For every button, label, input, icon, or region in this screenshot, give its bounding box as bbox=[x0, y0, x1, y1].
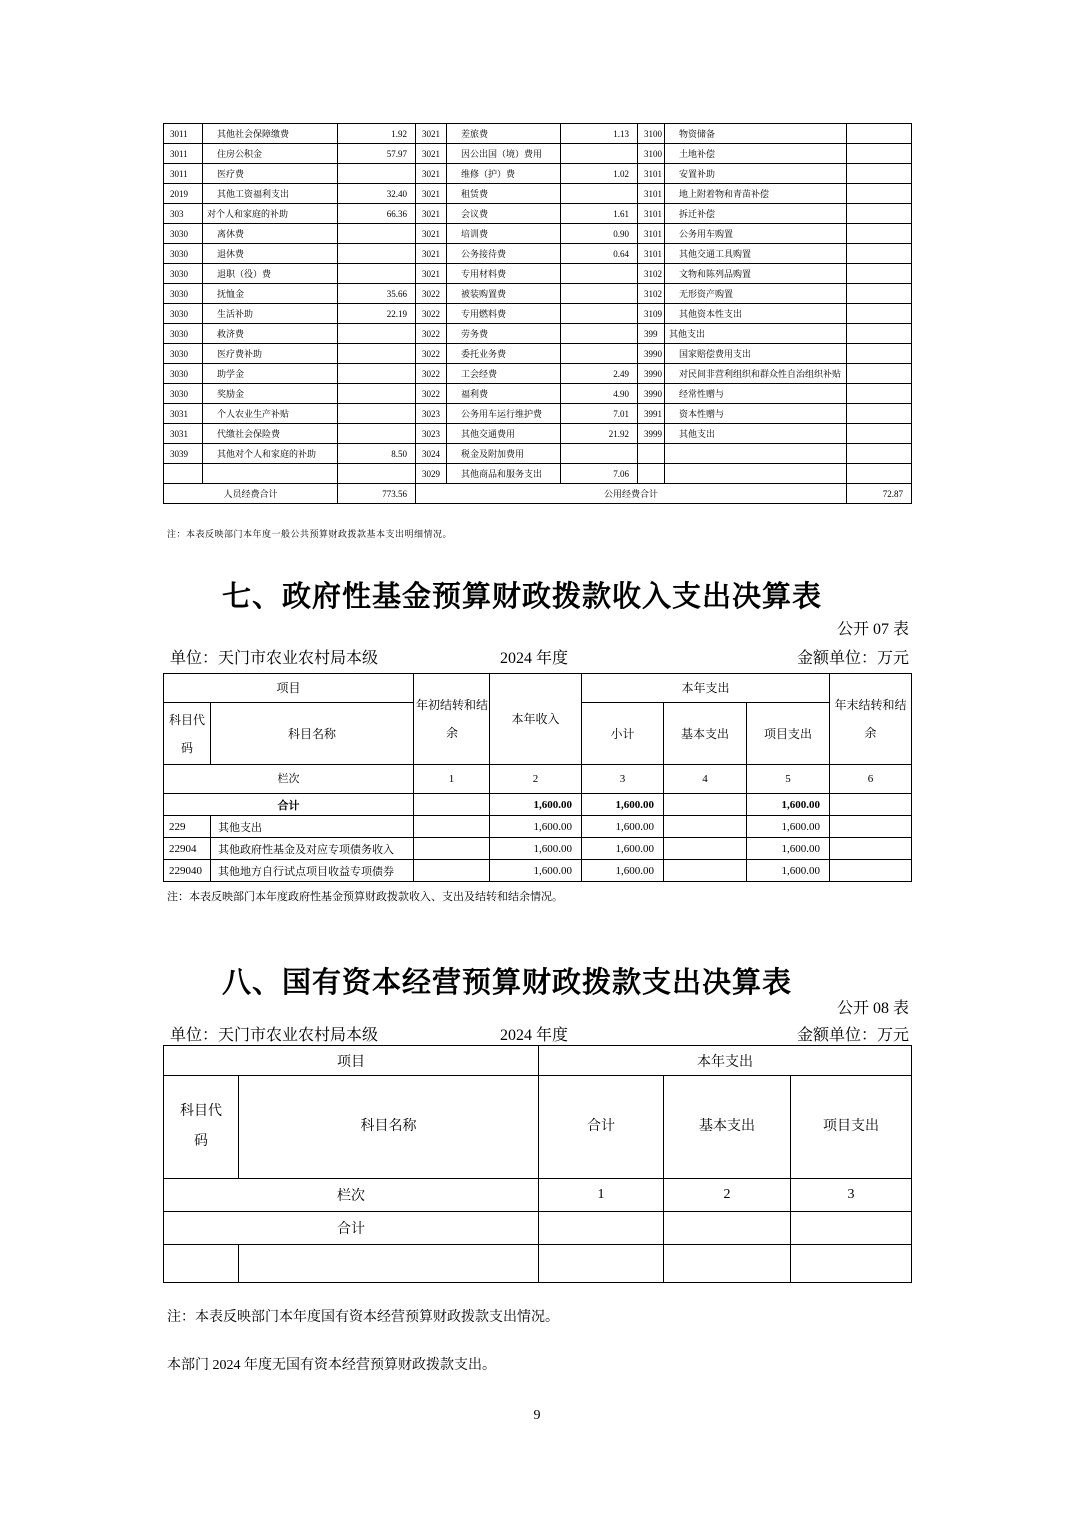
t7-lanci-2: 2 bbox=[490, 765, 582, 794]
t6-value-cell bbox=[561, 304, 638, 324]
t6-value-cell bbox=[847, 384, 912, 404]
t7-value-cell: 1,600.00 bbox=[582, 838, 664, 860]
t6-code-cell: 3101 bbox=[638, 224, 665, 244]
t7-value-cell: 1,600.00 bbox=[490, 794, 582, 816]
section7-unit: 单位：天门市农业农村局本级 bbox=[170, 650, 379, 667]
t6-value-cell bbox=[847, 144, 912, 164]
t7-header-basic-expenditure: 基本支出 bbox=[664, 703, 747, 765]
t6-name-cell: 奖励金 bbox=[203, 384, 338, 404]
t6-name-cell: 专用材料费 bbox=[447, 264, 561, 284]
t6-name-cell: 助学金 bbox=[203, 364, 338, 384]
section7-table-tag: 公开 07 表 bbox=[836, 621, 909, 638]
t6-name-cell: 委托业务费 bbox=[447, 344, 561, 364]
t6-value-cell: 0.64 bbox=[561, 244, 638, 264]
t6-name-cell: 资本性赠与 bbox=[665, 404, 847, 424]
t8-lanci-label: 栏次 bbox=[164, 1179, 539, 1212]
t6-name-cell: 个人农业生产补贴 bbox=[203, 404, 338, 424]
t6-value-cell: 7.01 bbox=[561, 404, 638, 424]
t6-code-cell: 3031 bbox=[164, 424, 203, 444]
t7-value-cell bbox=[664, 860, 747, 882]
t6-code-cell: 3030 bbox=[164, 284, 203, 304]
t7-value-cell bbox=[414, 860, 490, 882]
t8-empty-code-cell bbox=[164, 1245, 239, 1283]
t6-value-cell bbox=[561, 444, 638, 464]
t8-project-value bbox=[791, 1212, 912, 1245]
t6-value-cell bbox=[338, 384, 416, 404]
section8-title: 八、国有资本经营预算财政拨款支出决算表 bbox=[222, 967, 793, 999]
t7-name-cell: 其他支出 bbox=[211, 816, 414, 838]
t6-name-cell: 其他工资福利支出 bbox=[203, 184, 338, 204]
t6-name-cell: 代缴社会保险费 bbox=[203, 424, 338, 444]
t7-value-cell: 1,600.00 bbox=[490, 860, 582, 882]
t6-code-cell: 303 bbox=[164, 204, 203, 224]
t6-value-cell bbox=[561, 184, 638, 204]
t6-code-cell: 3021 bbox=[416, 124, 447, 144]
t6-code-cell: 3101 bbox=[638, 184, 665, 204]
t6-code-cell: 3999 bbox=[638, 424, 665, 444]
t6-value-cell: 57.97 bbox=[338, 144, 416, 164]
t7-value-cell bbox=[414, 838, 490, 860]
t6-code-cell: 3102 bbox=[638, 284, 665, 304]
t6-code-cell: 3021 bbox=[416, 204, 447, 224]
t6-value-cell bbox=[561, 344, 638, 364]
t6-value-cell: 22.19 bbox=[338, 304, 416, 324]
t6-value-cell: 8.50 bbox=[338, 444, 416, 464]
t7-lanci-3: 3 bbox=[582, 765, 664, 794]
t6-code-cell: 3030 bbox=[164, 304, 203, 324]
t6-code-cell: 3029 bbox=[416, 464, 447, 484]
basic-expenditure-detail-table bbox=[163, 123, 912, 504]
t7-name-cell: 其他地方自行试点项目收益专项债券 bbox=[211, 860, 414, 882]
table8-note: 注：本表反映部门本年度国有资本经营预算财政拨款支出情况。 bbox=[167, 1310, 559, 1325]
t6-value-cell bbox=[847, 324, 912, 344]
t6-name-cell: 救济费 bbox=[203, 324, 338, 344]
t7-value-cell bbox=[664, 838, 747, 860]
t6-name-cell: 拆迁补偿 bbox=[665, 204, 847, 224]
t6-name-cell: 其他支出 bbox=[665, 324, 847, 344]
t6-name-cell: 培训费 bbox=[447, 224, 561, 244]
t6-name-cell: 医疗费补助 bbox=[203, 344, 338, 364]
t6-value-cell bbox=[338, 464, 416, 484]
t6-code-cell: 3021 bbox=[416, 184, 447, 204]
t6-code-cell: 3022 bbox=[416, 384, 447, 404]
t6-code-cell: 3109 bbox=[638, 304, 665, 324]
t6-value-cell: 1.92 bbox=[338, 124, 416, 144]
t6-name-cell: 国家赔偿费用支出 bbox=[665, 344, 847, 364]
t8-empty-name-cell bbox=[239, 1245, 539, 1283]
t6-name-cell bbox=[203, 464, 338, 484]
t6-value-cell: 1.13 bbox=[561, 124, 638, 144]
t6-value-cell bbox=[338, 344, 416, 364]
t7-header-subject-code: 科目代码 bbox=[164, 703, 211, 765]
t6-value-cell: 35.66 bbox=[338, 284, 416, 304]
t6-value-cell: 66.36 bbox=[338, 204, 416, 224]
t6-value-cell bbox=[847, 244, 912, 264]
t6-name-cell: 公务用车购置 bbox=[665, 224, 847, 244]
t8-header-project-expenditure: 项目支出 bbox=[791, 1076, 912, 1179]
t6-name-cell: 福利费 bbox=[447, 384, 561, 404]
t6-name-cell: 住房公积金 bbox=[203, 144, 338, 164]
t7-value-cell: 1,600.00 bbox=[747, 816, 830, 838]
t6-personnel-total-value: 773.56 bbox=[338, 484, 416, 504]
table8-statement: 本部门 2024 年度无国有资本经营预算财政拨款支出。 bbox=[167, 1358, 496, 1373]
t7-code-cell: 22904 bbox=[164, 838, 211, 860]
t6-name-cell: 土地补偿 bbox=[665, 144, 847, 164]
section8-table-tag: 公开 08 表 bbox=[836, 1000, 909, 1017]
t7-lanci-4: 4 bbox=[664, 765, 747, 794]
t8-lanci-2: 2 bbox=[664, 1179, 791, 1212]
t6-value-cell bbox=[847, 464, 912, 484]
t8-header-total: 合计 bbox=[539, 1076, 664, 1179]
t6-code-cell: 3021 bbox=[416, 164, 447, 184]
t6-value-cell: 7.06 bbox=[561, 464, 638, 484]
t6-value-cell: 2.49 bbox=[561, 364, 638, 384]
t6-value-cell bbox=[338, 364, 416, 384]
t6-code-cell: 3022 bbox=[416, 304, 447, 324]
t7-value-cell bbox=[414, 794, 490, 816]
section7-year: 2024 年度 bbox=[500, 650, 569, 667]
t6-name-cell: 对民间非营利组织和群众性自治组织补贴 bbox=[665, 364, 847, 384]
t8-lanci-1: 1 bbox=[539, 1179, 664, 1212]
t6-code-cell: 3011 bbox=[164, 124, 203, 144]
t6-value-cell bbox=[847, 404, 912, 424]
t6-code-cell: 3101 bbox=[638, 164, 665, 184]
t6-name-cell: 维修（护）费 bbox=[447, 164, 561, 184]
table7-note: 注：本表反映部门本年度政府性基金预算财政拨款收入、支出及结转和结余情况。 bbox=[167, 891, 563, 903]
t6-value-cell bbox=[847, 204, 912, 224]
t7-header-year-income: 本年收入 bbox=[490, 674, 582, 765]
t6-name-cell: 差旅费 bbox=[447, 124, 561, 144]
t6-value-cell bbox=[847, 124, 912, 144]
t6-value-cell bbox=[847, 344, 912, 364]
t7-value-cell: 1,600.00 bbox=[490, 816, 582, 838]
t6-value-cell: 4.90 bbox=[561, 384, 638, 404]
t6-code-cell: 3030 bbox=[164, 244, 203, 264]
t7-header-year-expenditure: 本年支出 bbox=[582, 674, 830, 703]
table6-body bbox=[164, 124, 912, 504]
t7-name-cell: 其他政府性基金及对应专项债务收入 bbox=[211, 838, 414, 860]
t6-code-cell: 3030 bbox=[164, 224, 203, 244]
t7-value-cell: 1,600.00 bbox=[582, 860, 664, 882]
t6-value-cell bbox=[338, 424, 416, 444]
t6-name-cell: 税金及附加费用 bbox=[447, 444, 561, 464]
t6-value-cell bbox=[847, 164, 912, 184]
t6-name-cell: 文物和陈列品购置 bbox=[665, 264, 847, 284]
t8-header-basic-expenditure: 基本支出 bbox=[664, 1076, 791, 1179]
t7-header-project-expenditure: 项目支出 bbox=[747, 703, 830, 765]
t6-name-cell: 劳务费 bbox=[447, 324, 561, 344]
t6-code-cell: 3022 bbox=[416, 284, 447, 304]
t6-code-cell: 3039 bbox=[164, 444, 203, 464]
t6-name-cell: 对个人和家庭的补助 bbox=[203, 204, 338, 224]
t6-code-cell: 3991 bbox=[638, 404, 665, 424]
t7-value-cell: 1,600.00 bbox=[490, 838, 582, 860]
govfund-budget-table bbox=[163, 673, 912, 882]
t6-code-cell: 399 bbox=[638, 324, 665, 344]
t8-total-label: 合计 bbox=[164, 1212, 539, 1245]
t7-value-cell: 1,600.00 bbox=[582, 816, 664, 838]
t6-code-cell: 3990 bbox=[638, 384, 665, 404]
state-capital-budget-table bbox=[163, 1045, 912, 1283]
t6-code-cell: 3011 bbox=[164, 144, 203, 164]
t8-total-value bbox=[539, 1212, 664, 1245]
t7-header-closing-balance: 年末结转和结余 bbox=[830, 674, 912, 765]
t8-empty-value-cell bbox=[664, 1245, 791, 1283]
t8-header-subject-name: 科目名称 bbox=[239, 1076, 539, 1179]
t6-code-cell: 3990 bbox=[638, 344, 665, 364]
t6-code-cell: 3990 bbox=[638, 364, 665, 384]
t6-value-cell bbox=[338, 164, 416, 184]
t6-code-cell bbox=[638, 464, 665, 484]
t7-lanci-6: 6 bbox=[830, 765, 912, 794]
t6-name-cell: 地上附着物和青苗补偿 bbox=[665, 184, 847, 204]
section8-amount-unit: 金额单位：万元 bbox=[796, 1027, 909, 1044]
t6-code-cell: 3024 bbox=[416, 444, 447, 464]
t6-value-cell bbox=[338, 404, 416, 424]
t6-code-cell: 3101 bbox=[638, 204, 665, 224]
t6-name-cell: 其他交通工具购置 bbox=[665, 244, 847, 264]
t6-name-cell: 退休费 bbox=[203, 244, 338, 264]
t6-value-cell bbox=[847, 184, 912, 204]
t6-name-cell: 医疗费 bbox=[203, 164, 338, 184]
t8-empty-value-cell bbox=[791, 1245, 912, 1283]
t6-name-cell: 其他社会保障缴费 bbox=[203, 124, 338, 144]
t6-code-cell: 3030 bbox=[164, 384, 203, 404]
t6-code-cell: 3100 bbox=[638, 124, 665, 144]
t6-value-cell bbox=[561, 144, 638, 164]
t6-name-cell: 物资储备 bbox=[665, 124, 847, 144]
t7-lanci-1: 1 bbox=[414, 765, 490, 794]
t6-code-cell: 3011 bbox=[164, 164, 203, 184]
t6-name-cell bbox=[665, 444, 847, 464]
table6-note: 注：本表反映部门本年度一般公共预算财政拨款基本支出明细情况。 bbox=[167, 529, 453, 539]
t6-value-cell bbox=[847, 284, 912, 304]
t6-name-cell: 被装购置费 bbox=[447, 284, 561, 304]
t7-header-opening-balance: 年初结转和结余 bbox=[414, 674, 490, 765]
t6-value-cell bbox=[338, 224, 416, 244]
t6-value-cell: 32.40 bbox=[338, 184, 416, 204]
t6-value-cell bbox=[561, 324, 638, 344]
t7-value-cell bbox=[664, 794, 747, 816]
t6-value-cell: 0.90 bbox=[561, 224, 638, 244]
t6-code-cell: 2019 bbox=[164, 184, 203, 204]
page-number: 9 bbox=[533, 1408, 541, 1423]
t6-name-cell: 公务接待费 bbox=[447, 244, 561, 264]
t6-public-total-value: 72.87 bbox=[847, 484, 912, 504]
t6-name-cell: 其他交通费用 bbox=[447, 424, 561, 444]
t6-value-cell: 1.02 bbox=[561, 164, 638, 184]
t6-code-cell: 3030 bbox=[164, 344, 203, 364]
t6-code-cell: 3100 bbox=[638, 144, 665, 164]
t8-header-project: 项目 bbox=[164, 1046, 539, 1076]
section8-unit: 单位：天门市农业农村局本级 bbox=[170, 1027, 379, 1044]
t6-value-cell: 1.61 bbox=[561, 204, 638, 224]
t6-name-cell: 其他商品和服务支出 bbox=[447, 464, 561, 484]
t6-name-cell: 其他资本性支出 bbox=[665, 304, 847, 324]
t6-code-cell: 3030 bbox=[164, 364, 203, 384]
t7-value-cell bbox=[830, 860, 912, 882]
t6-name-cell: 其他对个人和家庭的补助 bbox=[203, 444, 338, 464]
t6-name-cell: 安置补助 bbox=[665, 164, 847, 184]
t7-value-cell bbox=[414, 816, 490, 838]
t6-value-cell bbox=[847, 304, 912, 324]
t7-value-cell: 1,600.00 bbox=[747, 794, 830, 816]
t8-header-subject-code: 科目代码 bbox=[164, 1076, 239, 1179]
t7-lanci-label: 栏次 bbox=[164, 765, 414, 794]
t6-value-cell bbox=[847, 264, 912, 284]
t8-empty-value-cell bbox=[539, 1245, 664, 1283]
t6-value-cell bbox=[847, 424, 912, 444]
t7-value-cell bbox=[664, 816, 747, 838]
t6-code-cell: 3022 bbox=[416, 324, 447, 344]
t6-value-cell: 21.92 bbox=[561, 424, 638, 444]
t7-lanci-5: 5 bbox=[747, 765, 830, 794]
t6-code-cell: 3101 bbox=[638, 244, 665, 264]
t7-header-subtotal: 小计 bbox=[582, 703, 664, 765]
t6-name-cell: 专用燃料费 bbox=[447, 304, 561, 324]
t6-code-cell: 3021 bbox=[416, 224, 447, 244]
t6-code-cell: 3023 bbox=[416, 404, 447, 424]
t6-name-cell: 因公出国（境）费用 bbox=[447, 144, 561, 164]
t6-value-cell bbox=[338, 244, 416, 264]
t6-name-cell: 其他支出 bbox=[665, 424, 847, 444]
t6-code-cell: 3031 bbox=[164, 404, 203, 424]
t6-code-cell: 3021 bbox=[416, 144, 447, 164]
t8-basic-value bbox=[664, 1212, 791, 1245]
section7-amount-unit: 金额单位：万元 bbox=[796, 650, 909, 667]
t6-value-cell bbox=[338, 324, 416, 344]
t6-code-cell: 3021 bbox=[416, 264, 447, 284]
t6-code-cell: 3022 bbox=[416, 344, 447, 364]
t7-code-cell: 229 bbox=[164, 816, 211, 838]
t6-name-cell: 无形资产购置 bbox=[665, 284, 847, 304]
t7-header-subject-name: 科目名称 bbox=[211, 703, 414, 765]
t7-value-cell: 1,600.00 bbox=[582, 794, 664, 816]
t6-name-cell: 退职（役）费 bbox=[203, 264, 338, 284]
t6-name-cell: 抚恤金 bbox=[203, 284, 338, 304]
t6-value-cell bbox=[847, 364, 912, 384]
t6-value-cell bbox=[847, 444, 912, 464]
t6-name-cell: 租赁费 bbox=[447, 184, 561, 204]
t7-header-project: 项目 bbox=[164, 674, 414, 703]
t6-code-cell: 3022 bbox=[416, 364, 447, 384]
t6-code-cell: 3102 bbox=[638, 264, 665, 284]
t7-value-cell: 1,600.00 bbox=[747, 860, 830, 882]
t8-lanci-3: 3 bbox=[791, 1179, 912, 1212]
t6-public-total-label: 公用经费合计 bbox=[416, 484, 847, 504]
t6-value-cell bbox=[561, 264, 638, 284]
t6-code-cell: 3030 bbox=[164, 324, 203, 344]
t6-name-cell: 经常性赠与 bbox=[665, 384, 847, 404]
t7-value-cell bbox=[830, 816, 912, 838]
t8-header-year-expenditure: 本年支出 bbox=[539, 1046, 912, 1076]
t6-value-cell bbox=[847, 224, 912, 244]
t7-value-cell bbox=[830, 838, 912, 860]
t6-value-cell bbox=[338, 264, 416, 284]
t7-code-cell: 229040 bbox=[164, 860, 211, 882]
t6-code-cell bbox=[638, 444, 665, 464]
table7-body bbox=[164, 794, 912, 882]
t6-code-cell: 3030 bbox=[164, 264, 203, 284]
t7-value-cell: 1,600.00 bbox=[747, 838, 830, 860]
t6-name-cell: 离休费 bbox=[203, 224, 338, 244]
section8-year: 2024 年度 bbox=[500, 1027, 569, 1044]
t6-value-cell bbox=[561, 284, 638, 304]
t6-name-cell: 生活补助 bbox=[203, 304, 338, 324]
section7-title: 七、政府性基金预算财政拨款收入支出决算表 bbox=[222, 581, 823, 613]
t6-name-cell: 工会经费 bbox=[447, 364, 561, 384]
t6-name-cell: 会议费 bbox=[447, 204, 561, 224]
t7-value-cell bbox=[830, 794, 912, 816]
t6-code-cell: 3021 bbox=[416, 244, 447, 264]
t6-code-cell bbox=[164, 464, 203, 484]
t6-personnel-total-label: 人员经费合计 bbox=[164, 484, 338, 504]
t7-total-label: 合计 bbox=[164, 794, 414, 816]
t6-name-cell: 公务用车运行维护费 bbox=[447, 404, 561, 424]
t6-name-cell bbox=[665, 464, 847, 484]
t6-code-cell: 3023 bbox=[416, 424, 447, 444]
